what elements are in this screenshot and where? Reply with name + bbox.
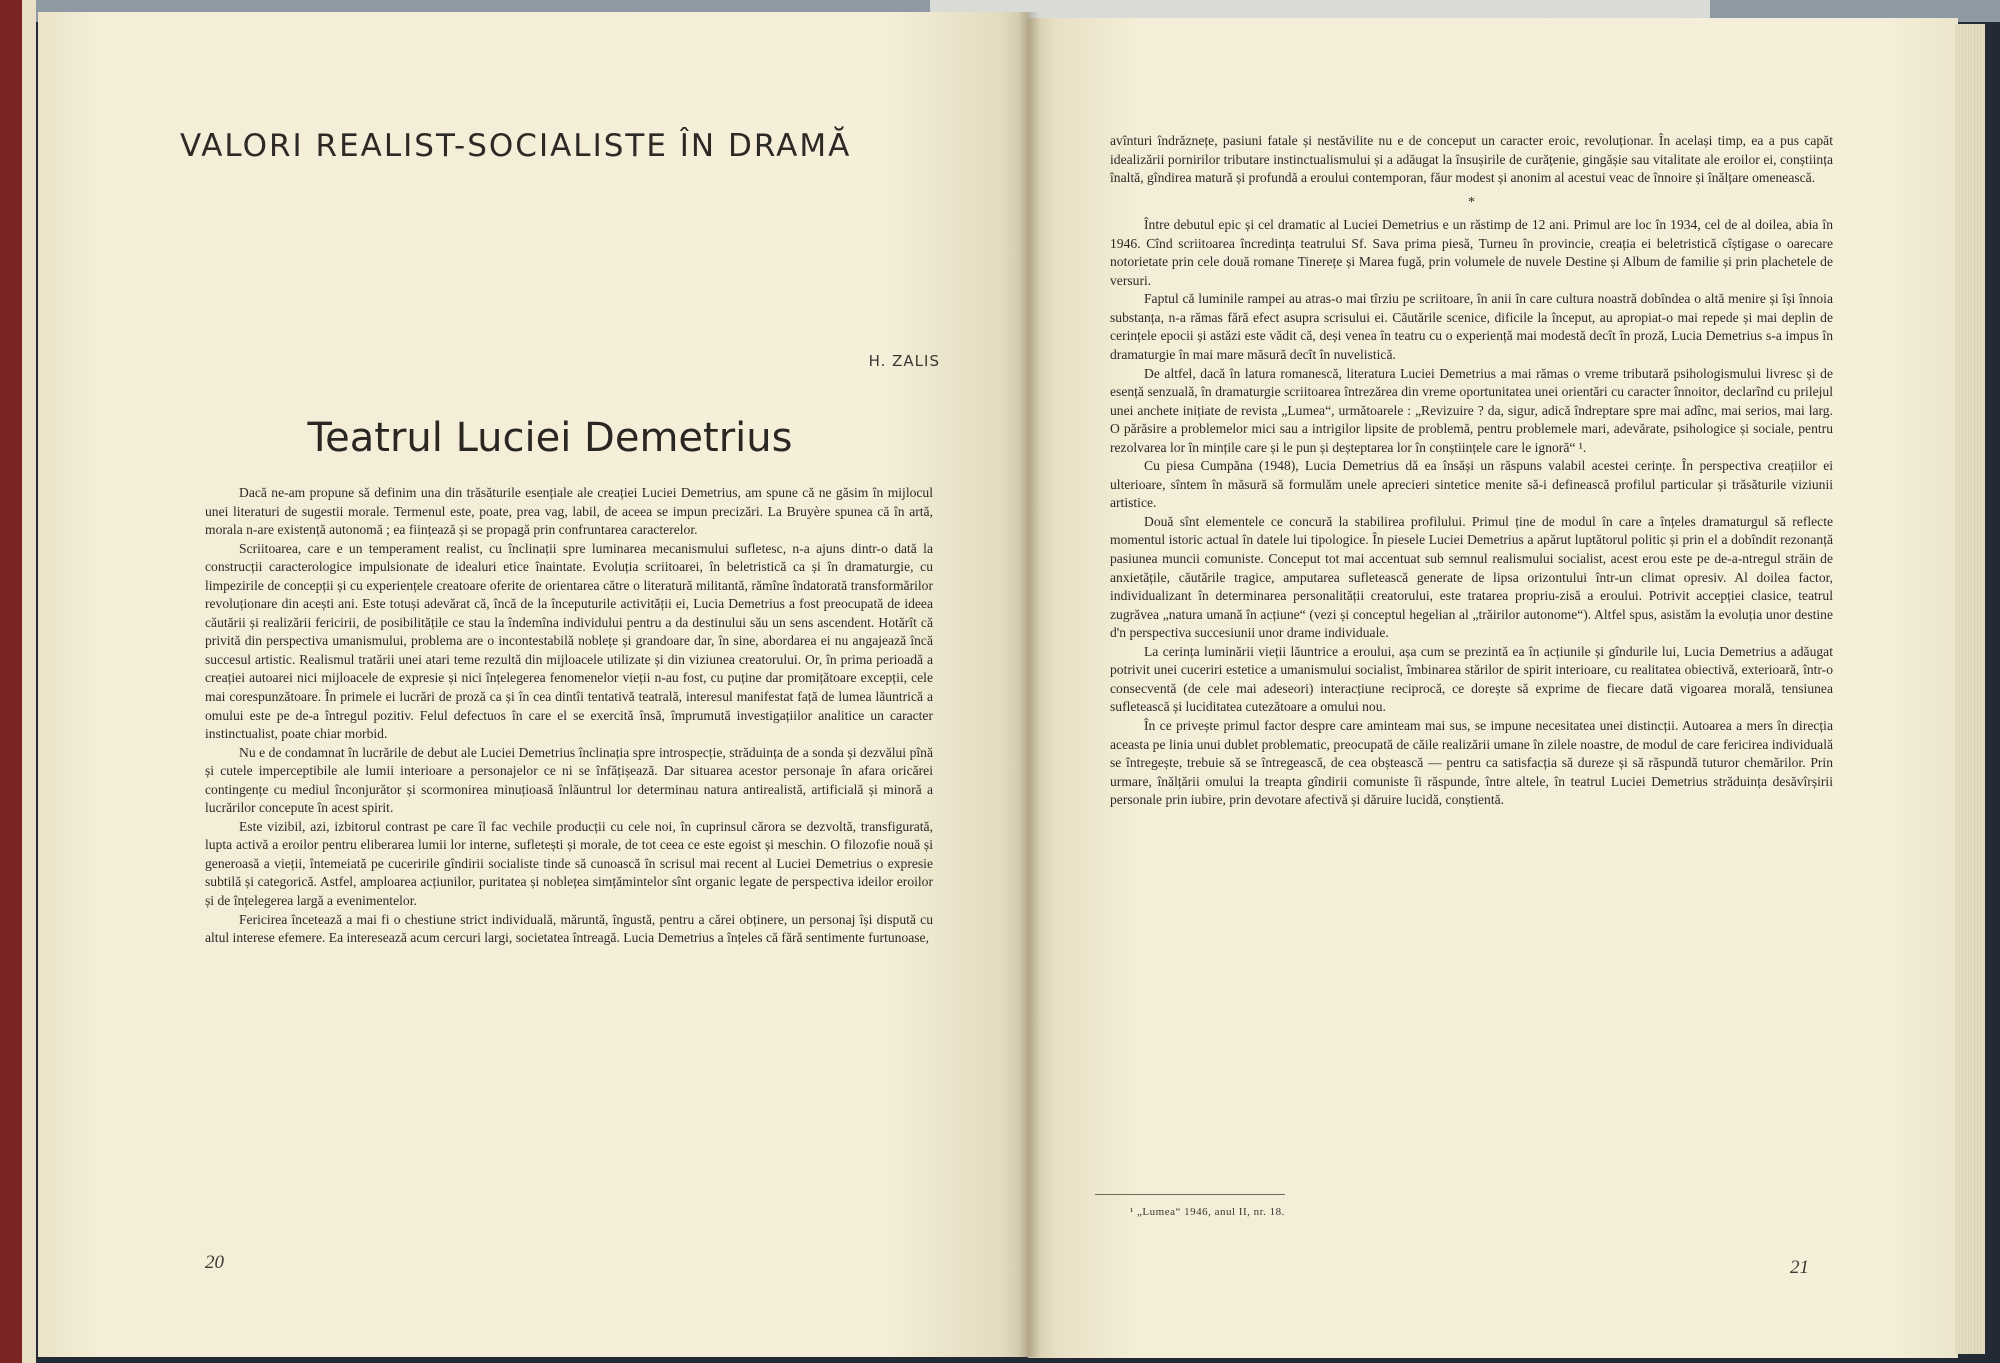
- paragraph: În ce privește primul factor despre care aminteam mai sus, se impune necesitatea unei distincții. Autoarea a mers în direcția aceasta pe linia unui dublet problematic, preocupată de căile realizării umane în zilele noastre, de modul de care fericirea individuală se întregește, trebuie să se întregească, de cea obștească — pentru ca satisfacția să dureze și să răspundă tuturor chemărilor. Prin urmare, înălțării omului la treapta gîndirii comuniste îi răspunde, între altele, în teatrul Luciei Demetrius străduința desăvîrșirii personale prin iubire, prin devotare afectivă și dăruire lucidă, conștientă.: [1110, 717, 1833, 808]
- right-page-body: [1110, 132, 1833, 810]
- page-number-right: 21: [1790, 1257, 1809, 1278]
- paragraph: avînturi îndrăznețe, pasiuni fatale și nestăvilite nu e de conceput un caracter eroic, revoluționar. În același timp, ea a pus capăt idealizării pornirilor tributare instinctualismului și a adăugat la însușirile de curățenie, gingășie sau vitalitate ale eroilor ei, conștiința înaltă, gîndirea matură și profundă a eroului contemporan, făur modest și anonim al acestui veac de înnoire și înălțare omenească.: [1110, 133, 1833, 186]
- page-number-left: 20: [205, 1252, 224, 1273]
- book-spine-edge: [0, 0, 22, 1363]
- page-stack-edge: [1955, 24, 1985, 1354]
- section-title: VALORI REALIST-SOCIALISTE ÎN DRAMĂ: [180, 128, 852, 164]
- footnote: ¹ „Lumea“ 1946, anul II, nr. 18.: [1130, 1206, 1285, 1218]
- book-gutter: [1018, 12, 1040, 1357]
- author-name: H. ZALIS: [868, 352, 940, 370]
- paragraph: Scriitoarea, care e un temperament realist, cu înclinații spre luminarea mecanismului sufletesc, n-a ajuns dintr-o dată la construcții caracterologice impulsionate de idealuri etice înaintate. Evoluția scriitoarei, în beletristică ca și în dramaturgie, cu limpezirile de concepții și cu experiențele creatoare oferite de orientarea către o literatură militantă, rămîne îndatorată transformărilor revoluționare din acești ani. Este totuși adevărat că, încă de la începuturile activității ei, Lucia Demetrius a fost preocupată de ideea căutării și realizării fericirii, de posibilitățile ce stau la îndemîna individului pentru a da destinului său un sens ascendent. Hotărît că privită din perspectiva umanismului, problema are o incontestabilă noblețe și grandoare dar, în sine, abordarea ei nu angajează încă succesul artistic. Realismul tratării unei atari teme rezultă din mijloacele utilizate și din viziunea creatorului. Or, în prima perioadă a creației autoarei nici mijloacele de expresie și nici înțelegerea fenomenelor vieții n-au fost, cu puține dar promițătoare excepții, cele mai corespunzătoare. În primele ei lucrări de proză ca și în cea dintîi tentativă teatrală, interesul manifestat față de lumea lăuntrică a omului este pe de-a întregul pozitiv. Felul defectuos în care el se exercită însă, împrumută investigațiilor analitice un caracter instinctualist, poate chiar morbid.: [205, 540, 933, 742]
- paragraph: Cu piesa Cumpăna (1948), Lucia Demetrius dă ea însăși un răspuns valabil acestei cerințe. În perspectiva creațiilor ei ulterioare, sîntem în măsură să formulăm unele aprecieri sintetice menite să-i definească profilul particular și trăsăturile viziunii artistice.: [1110, 458, 1833, 511]
- paragraph: De altfel, dacă în latura romanescă, literatura Luciei Demetrius a mai rămas o vreme tributară psihologismului livresc și de esență senzuală, în dramaturgie scriitoarea întrezărea din vreme oportunitatea unei orientări cu caracter înnoitor, declarînd cu prilejul unei anchete inițiate de revista „Lumea“, următoarele : „Revizuire ? da, sigur, adică îndreptare spre mai adînc, mai serios, mai larg. O părăsire a problemelor mici sau a intrigilor lipsite de problemă, pentru problemele mari, adevărate, psihologice și sociale, pentru rezolvarea lor în mințile care și le pun și deșteptarea lor în conștiințele care le ignoră“ ¹.: [1110, 365, 1833, 455]
- paragraph: Este vizibil, azi, izbitorul contrast pe care îl fac vechile producții cu cele noi, în cuprinsul cărora se dezvoltă, transfigurată, lupta activă a eroilor pentru eliberarea lumii lor interne, sufletești și morale, de tot ceea ce este egoist și meschin. O filozofie nouă și generoasă a vieții, întemeiată pe cuceririle gîndirii socialiste tinde să cunoască în scrisul mai recent al Luciei Demetrius o expresie subtilă și categorică. Astfel, amploarea acțiunilor, puritatea și noblețea simțămintelor sînt organic legate de perspectiva ideilor eroilor și de înțelegerea largă a evenimentelor.: [205, 818, 933, 909]
- paragraph: Nu e de condamnat în lucrările de debut ale Luciei Demetrius înclinația spre introspecție, străduința de a sonda și dezvălui pînă și cutele imperceptibile ale lumii interioare a personajelor ce ni se înfățișează. Dar situarea acestor personaje în afara oricărei contingențe cu mediul înconjurător și scormonirea minuțioasă înlăuntrul lor determinau natura antirealistă, artificială și minoră a lucrărilor concepute în acest spirit.: [205, 744, 933, 816]
- left-page-body: [205, 484, 933, 948]
- paragraph: Dacă ne-am propune să definim una din trăsăturile esențiale ale creației Luciei Demetrius, am spune că ne găsim în mijlocul unei literaturi de sugestii morale. Termenul este, poate, prea vag, labil, de aceea se impun precizări. La Bruyère spunea că în artă, morala n-are existență autonomă ; ea ființează și se propagă prin confruntarea caracterelor.: [205, 485, 933, 538]
- paragraph: Faptul că luminile rampei au atras-o mai tîrziu pe scriitoare, în anii în care cultura noastră dobîndea o altă menire și își înnoia substanța, n-a rămas fără efect asupra scrisului ei. Căutările scenice, dificile la început, au apropiat-o mai repede și mai deplin de cerințele epocii și astăzi este vădit că, deși venea în teatru cu o experiență mai modestă decît în proză, Lucia Demetrius s-a impus în dramaturgie în mai mare măsură decît în nuvelistică.: [1110, 291, 1833, 363]
- page-edge-left: [22, 0, 36, 1363]
- paragraph: Între debutul epic și cel dramatic al Luciei Demetrius e un răstimp de 12 ani. Primul are loc în 1934, cel de al doilea, abia în 1946. Cînd scriitoarea încredința teatrului Sf. Sava prima piesă, Turneu în provincie, creația ei beletristică cîștigase o oarecare notorietate prin cele două romane Tinerețe și Marea fugă, prin volumele de nuvele Destine și Album de familie și prin plachetele de versuri.: [1110, 217, 1833, 288]
- paragraph: Două sînt elementele ce concură la stabilirea profilului. Primul ține de modul în care a înțeles dramaturgul să reflecte momentul istoric actual în datele lui tipologice. În piesele Luciei Demetrius a apărut luptătorul politic și prin el a dobîndit rezonanță pasiunea muncii comuniste. Conceput tot mai accentuat sub semnul realismului socialist, acest erou este pe de-a-ntregul străin de anxietățile, căutările tragice, amputarea sufletească generate de lipsa orizontului într-un climat opresiv. Al doilea factor, individualizant în determinarea personalității creatorului, este tratarea propriu-zisă a eroului. Potrivit accepției clasice, teatrul zugrăvea „natura umană în acțiune“ (vezi și conceptul hegelian al „trăirilor autonome“). Altfel spus, asistăm la evoluția unor destine d'n perspectiva succesiunii unor drame individuale.: [1110, 513, 1833, 641]
- paragraph: La cerința luminării vieții lăuntrice a eroului, așa cum se prezintă ea în acțiunile și gîndurile lui, Lucia Demetrius a adăugat potrivit unei cuceriri estetice a umanismului socialist, îmbinarea stărilor de spirit interioare, cu realitatea obiectivă, exterioară, într-o consecventă (de cele mai adeseori) interacțiune reciprocă, ce dorește să exprime de fiecare dată vigoarea morală, tensiunea sufletească și luciditatea cutezătoare a omului nou.: [1110, 643, 1833, 715]
- footnote-divider: [1095, 1194, 1285, 1195]
- paragraph: Fericirea încetează a mai fi o chestiune strict individuală, măruntă, îngustă, pentru a cărei obținere, un personaj își dispută cu altul interese efemere. Ea interesează acum cercuri largi, societatea întreagă. Lucia Demetrius a înțeles că fără sentimente furtunoase,: [205, 911, 933, 946]
- article-title: Teatrul Luciei Demetrius: [307, 415, 793, 461]
- section-separator: *: [1468, 194, 1475, 210]
